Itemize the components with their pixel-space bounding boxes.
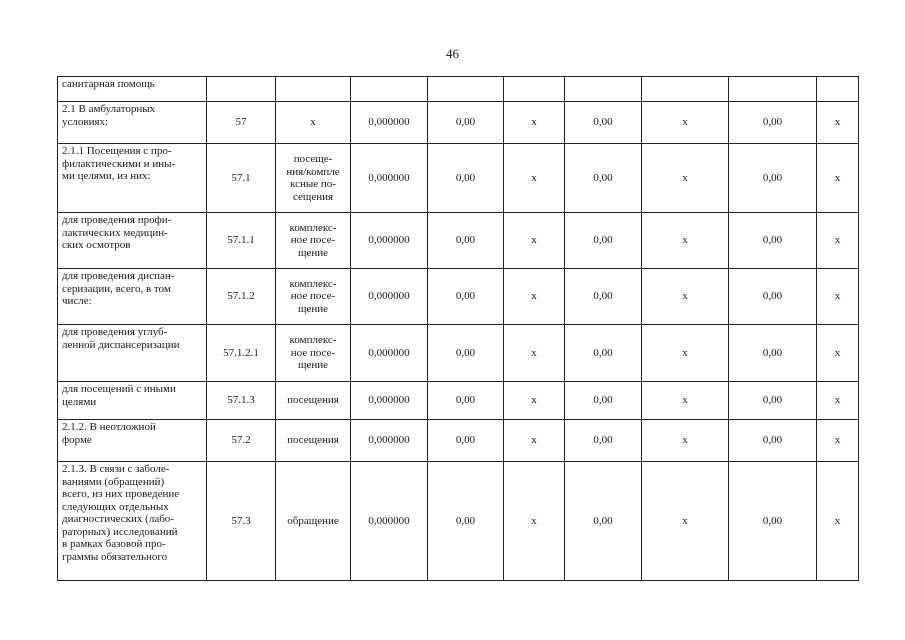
row-value-cell-c4: 0,00 [428, 269, 504, 325]
row-name-line: серизации, всего, в том [62, 282, 171, 295]
row-value-cell-c9: х [817, 213, 859, 269]
row-code-cell: 57.3 [207, 462, 276, 581]
row-value-cell-c4 [428, 77, 504, 102]
row-name-line: лактических медицин- [62, 226, 168, 239]
row-value-cell-c7: х [642, 102, 729, 144]
row-unit-cell [276, 269, 351, 325]
row-value-cell-c7: х [642, 420, 729, 462]
row-unit-cell [276, 102, 351, 144]
row-name-cell [58, 102, 207, 144]
page-number: 46 [446, 46, 459, 61]
row-value-cell-c7: х [642, 213, 729, 269]
row-value-cell-c9: х [817, 269, 859, 325]
row-value-cell-c5: х [504, 462, 565, 581]
row-value-cell-c4: 0,00 [428, 462, 504, 581]
row-name-line: для проведения углуб- [62, 326, 168, 338]
row-name-line: ми целями, из них: [62, 170, 151, 182]
row-name-cell [58, 144, 207, 213]
row-value-cell-c5: х [504, 420, 565, 462]
row-code-cell: 57.1.1 [207, 213, 276, 269]
row-value-cell-c6: 0,00 [565, 144, 642, 213]
row-unit-line: ное посе- [290, 346, 336, 359]
row-name-line: ваниями (обращений) [62, 475, 165, 488]
row-value-cell-c5: х [504, 269, 565, 325]
row-unit-line: сещения [292, 190, 334, 203]
row-unit-cell [276, 144, 351, 213]
row-name-line: для проведения диспан- [62, 270, 175, 282]
row-value-cell-c7: х [642, 144, 729, 213]
row-name-line: ских осмотров [62, 239, 131, 251]
row-value-cell-c3: 0,000000 [351, 213, 428, 269]
row-unit-line: посещения [287, 394, 339, 407]
row-code-cell: 57.2 [207, 420, 276, 462]
data-table [57, 76, 859, 581]
row-code-cell: 57 [207, 102, 276, 144]
row-name-line: 2.1 В амбулаторных [62, 103, 156, 115]
row-name-line: граммы обязательного [62, 550, 168, 563]
row-code-cell: 57.1 [207, 144, 276, 213]
row-code-cell: 57.1.2.1 [207, 325, 276, 382]
row-value-cell-c6: 0,00 [565, 462, 642, 581]
row-value-cell-c8: 0,00 [729, 325, 817, 382]
row-value-cell-c5: х [504, 144, 565, 213]
row-value-cell-c7 [642, 77, 729, 102]
row-unit-line: посеще- [293, 153, 333, 165]
table-body [58, 77, 859, 581]
row-unit-cell [276, 462, 351, 581]
row-value-cell-c6 [565, 77, 642, 102]
row-value-cell-c3: 0,000000 [351, 462, 428, 581]
row-value-cell-c8: 0,00 [729, 382, 817, 420]
row-unit-line: ное посе- [290, 290, 336, 303]
row-name-cell [58, 382, 207, 420]
row-value-cell-c5: х [504, 325, 565, 382]
row-value-cell-c3: 0,000000 [351, 420, 428, 462]
row-value-cell-c8: 0,00 [729, 420, 817, 462]
table-row [58, 144, 859, 213]
row-value-cell-c6: 0,00 [565, 213, 642, 269]
row-name-line: всего, из них проведение [62, 488, 180, 500]
row-unit-line: щение [297, 246, 328, 259]
row-value-cell-c6: 0,00 [565, 325, 642, 382]
row-name-cell [58, 213, 207, 269]
table-row [58, 420, 859, 462]
row-value-cell-c5 [504, 77, 565, 102]
row-unit-line: щение [297, 359, 328, 372]
row-value-cell-c7: х [642, 382, 729, 420]
row-name-line: для проведения профи- [62, 214, 172, 226]
row-code-cell [207, 77, 276, 102]
row-name-line: ленной диспансеризации [62, 338, 180, 351]
row-value-cell-c8: 0,00 [729, 213, 817, 269]
row-value-cell-c9: х [817, 144, 859, 213]
row-name-line: санитарная помощь [62, 78, 155, 90]
row-value-cell-c8: 0,00 [729, 462, 817, 581]
row-value-cell-c5: х [504, 102, 565, 144]
row-value-cell-c6: 0,00 [565, 269, 642, 325]
row-unit-line: посещения [287, 434, 339, 447]
row-value-cell-c3: 0,000000 [351, 102, 428, 144]
row-unit-line: щение [297, 302, 328, 315]
table-row [58, 102, 859, 144]
table-row [58, 77, 859, 102]
row-unit-line: х [310, 116, 316, 129]
table-row [58, 269, 859, 325]
row-unit-line: ксные по- [290, 178, 336, 190]
row-value-cell-c7: х [642, 269, 729, 325]
row-unit-cell [276, 325, 351, 382]
row-name-line: целями [62, 395, 97, 408]
row-value-cell-c3: 0,000000 [351, 325, 428, 382]
table-row [58, 382, 859, 420]
row-value-cell-c4: 0,00 [428, 144, 504, 213]
row-value-cell-c6: 0,00 [565, 420, 642, 462]
row-unit-line: ное посе- [290, 234, 336, 247]
row-name-line: для посещений с иными [62, 383, 176, 395]
row-value-cell-c9: х [817, 325, 859, 382]
row-value-cell-c3 [351, 77, 428, 102]
row-value-cell-c9 [817, 77, 859, 102]
row-name-cell [58, 462, 207, 581]
row-value-cell-c6: 0,00 [565, 102, 642, 144]
row-name-line: 2.1.3. В связи с заболе- [62, 463, 170, 475]
row-value-cell-c7: х [642, 325, 729, 382]
row-name-line: филактическими и ины- [62, 157, 176, 170]
row-unit-line: комплекс- [289, 277, 337, 290]
row-value-cell-c4: 0,00 [428, 420, 504, 462]
row-value-cell-c3: 0,000000 [351, 269, 428, 325]
row-code-cell: 57.1.3 [207, 382, 276, 420]
row-unit-line: ния/компле [286, 165, 340, 178]
row-unit-cell [276, 420, 351, 462]
table-row [58, 325, 859, 382]
table-row [58, 462, 859, 581]
row-name-cell [58, 420, 207, 462]
row-value-cell-c9: х [817, 382, 859, 420]
row-value-cell-c8 [729, 77, 817, 102]
row-value-cell-c9: х [817, 462, 859, 581]
row-value-cell-c9: х [817, 420, 859, 462]
row-name-line: 2.1.2. В неотложной [62, 421, 156, 433]
row-unit-line: обращение [287, 514, 339, 527]
row-name-line: условиях: [62, 115, 109, 128]
row-unit-cell [276, 213, 351, 269]
row-name-cell [58, 269, 207, 325]
row-value-cell-c3: 0,000000 [351, 144, 428, 213]
row-value-cell-c5: х [504, 213, 565, 269]
row-value-cell-c4: 0,00 [428, 382, 504, 420]
row-unit-cell [276, 382, 351, 420]
row-name-line: следующих отдельных [62, 500, 169, 513]
row-code-cell: 57.1.2 [207, 269, 276, 325]
row-name-line: числе: [62, 295, 92, 307]
row-value-cell-c4: 0,00 [428, 213, 504, 269]
row-value-cell-c4: 0,00 [428, 102, 504, 144]
row-name-line: в рамках базовой про- [62, 538, 166, 550]
row-name-line: раторных) исследований [62, 525, 178, 538]
row-unit-cell [276, 77, 351, 102]
row-unit-line: комплекс- [289, 334, 337, 347]
row-name-cell [58, 325, 207, 382]
row-value-cell-c9: х [817, 102, 859, 144]
row-value-cell-c8: 0,00 [729, 102, 817, 144]
row-name-line: форме [62, 433, 92, 446]
row-unit-line: комплекс- [289, 221, 337, 234]
row-name-line: диагностических (лабо- [62, 513, 174, 525]
row-value-cell-c4: 0,00 [428, 325, 504, 382]
row-name-line: 2.1.1 Посещения с про- [62, 145, 172, 157]
row-value-cell-c7: х [642, 462, 729, 581]
row-value-cell-c6: 0,00 [565, 382, 642, 420]
row-value-cell-c5: х [504, 382, 565, 420]
row-value-cell-c8: 0,00 [729, 269, 817, 325]
row-value-cell-c8: 0,00 [729, 144, 817, 213]
row-name-cell [58, 77, 207, 102]
table-row [58, 213, 859, 269]
row-value-cell-c3: 0,000000 [351, 382, 428, 420]
